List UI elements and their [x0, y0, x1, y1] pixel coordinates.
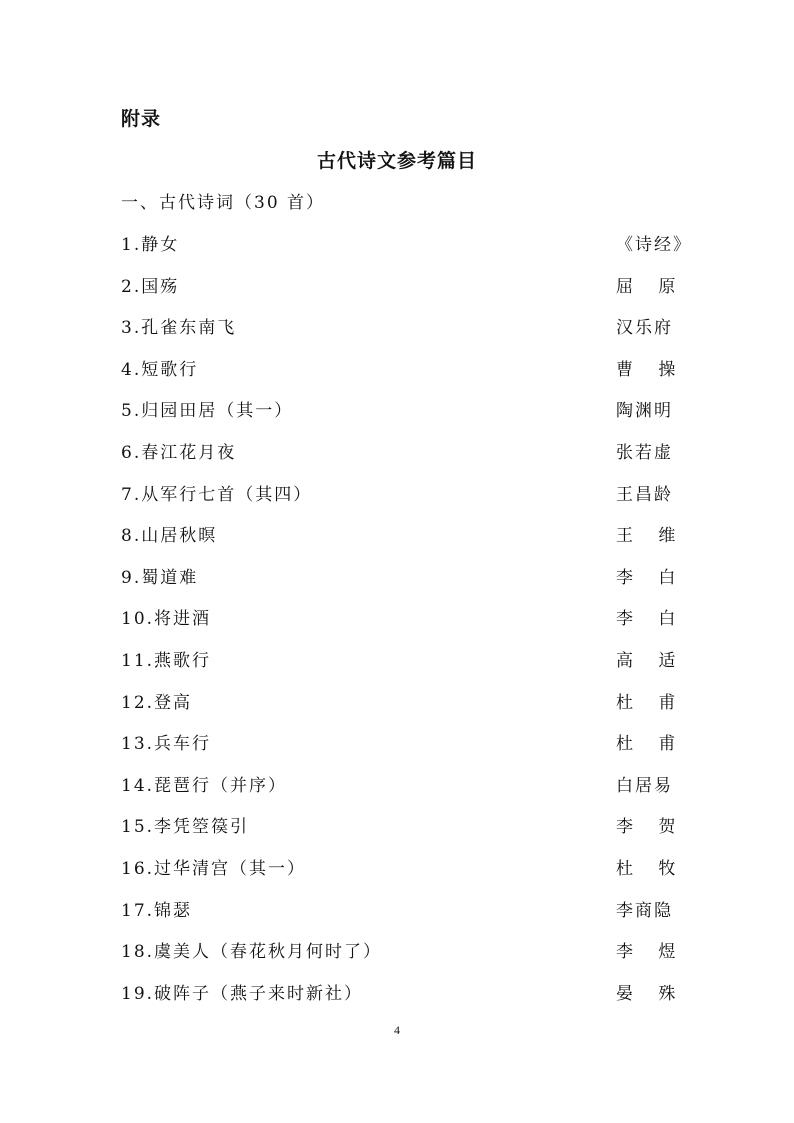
poem-author: 王昌龄 — [616, 484, 673, 505]
poem-author: 汉乐府 — [616, 318, 673, 339]
appendix-heading: 附录 — [121, 108, 162, 130]
poem-author: 李 贺 — [616, 817, 676, 838]
page-title: 古代诗文参考篇目 — [316, 150, 477, 172]
list-item — [121, 854, 699, 878]
poem-author: 白居易 — [616, 775, 673, 796]
list-item — [121, 480, 699, 504]
poem-title: 4.短歌行 — [121, 359, 199, 380]
poem-title: 11.燕歌行 — [121, 651, 212, 671]
poem-author: 李 煜 — [616, 942, 676, 963]
poem-title: 10.将进酒 — [121, 609, 212, 630]
poem-author: 高 适 — [616, 651, 676, 671]
poem-author: 《诗经》 — [616, 235, 692, 255]
list-item — [121, 688, 699, 712]
poem-author: 李 白 — [616, 609, 676, 630]
section-heading: 一、古代诗词（30 首） — [121, 193, 326, 213]
list-item — [121, 563, 699, 587]
poem-author: 曹 操 — [616, 359, 676, 380]
poem-author: 杜 牧 — [616, 859, 676, 879]
page-number: 4 — [394, 1023, 400, 1037]
poem-title: 17.锦瑟 — [121, 900, 193, 921]
poem-title: 7.从军行七首（其四） — [121, 484, 313, 505]
poem-title: 8.山居秋暝 — [121, 526, 218, 547]
list-item — [121, 396, 699, 420]
list-item — [121, 521, 699, 545]
list-item — [121, 646, 699, 670]
poem-title: 13.兵车行 — [121, 734, 212, 755]
poem-title: 3.孔雀东南飞 — [121, 318, 237, 339]
poem-title: 6.春江花月夜 — [121, 443, 237, 463]
poem-author: 王 维 — [616, 526, 676, 547]
list-item — [121, 729, 699, 753]
poem-author: 杜 甫 — [616, 734, 676, 755]
poem-author: 陶渊明 — [616, 401, 673, 422]
list-item — [121, 771, 699, 795]
list-item — [121, 272, 699, 296]
poem-title: 12.登高 — [121, 692, 193, 713]
list-item — [121, 896, 699, 920]
poem-title: 5.归园田居（其一） — [121, 401, 294, 422]
poem-title: 9.蜀道难 — [121, 567, 199, 588]
list-item — [121, 230, 699, 254]
poem-author: 李商隐 — [616, 900, 673, 921]
poem-title: 15.李凭箜篌引 — [121, 817, 250, 838]
poem-author: 李 白 — [616, 567, 676, 588]
poem-author: 张若虚 — [616, 443, 673, 463]
list-item — [121, 979, 699, 1003]
list-item — [121, 355, 699, 379]
poem-title: 16.过华清宫（其一） — [121, 859, 307, 879]
list-item — [121, 812, 699, 836]
poem-author: 杜 甫 — [616, 692, 676, 713]
poem-title: 1.静女 — [121, 235, 180, 255]
list-item — [121, 313, 699, 337]
poem-author: 晏 殊 — [616, 983, 676, 1004]
poem-title: 19.破阵子（燕子来时新社） — [121, 983, 364, 1004]
poem-author: 屈 原 — [616, 276, 676, 297]
list-item — [121, 438, 699, 462]
poem-title: 18.虞美人（春花秋月何时了） — [121, 942, 383, 963]
list-item — [121, 937, 699, 961]
list-item — [121, 604, 699, 628]
poem-title: 2.国殇 — [121, 276, 180, 297]
poem-title: 14.琵琶行（并序） — [121, 775, 288, 796]
